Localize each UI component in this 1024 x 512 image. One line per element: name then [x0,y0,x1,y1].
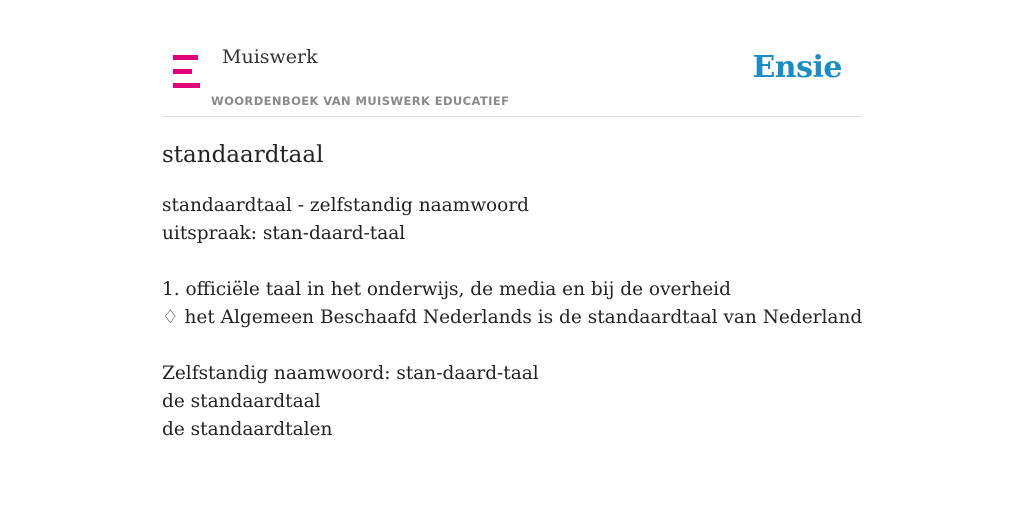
entry-line-plural: de standaardtalen [162,419,333,440]
entry-line-singular: de standaardtaal [162,391,321,412]
entry-line-blank [162,332,862,360]
entry-line-definition: 1. officiële taal in het onderwijs, de media en bij de overheid [162,279,731,300]
site-header [162,0,862,117]
muiswerk-logo-icon[interactable] [173,55,200,88]
dictionary-subtitle: WOORDENBOEK VAN MUISWERK EDUCATIEF [211,94,510,108]
entry-line-pos: standaardtaal - zelfstandig naamwoord [162,195,530,216]
logo-bar [173,55,198,60]
entry-line-blank [162,248,862,276]
entry-line-syllables: Zelfstandig naamwoord: stan-daard-taal [162,363,539,384]
logo-bar [173,83,200,88]
entry-line-pronunciation: uitspraak: stan-daard-taal [162,223,406,244]
page-title: standaardtaal [162,142,324,168]
dictionary-entry [162,138,862,444]
entry-body [162,192,862,444]
logo-bar [173,69,192,74]
ensie-logo-link[interactable]: Ensie [752,50,842,85]
publisher-name[interactable]: Muiswerk [222,46,318,68]
entry-line-example: ♢ het Algemeen Beschaafd Nederlands is de standaardtaal van Nederland [162,307,863,328]
